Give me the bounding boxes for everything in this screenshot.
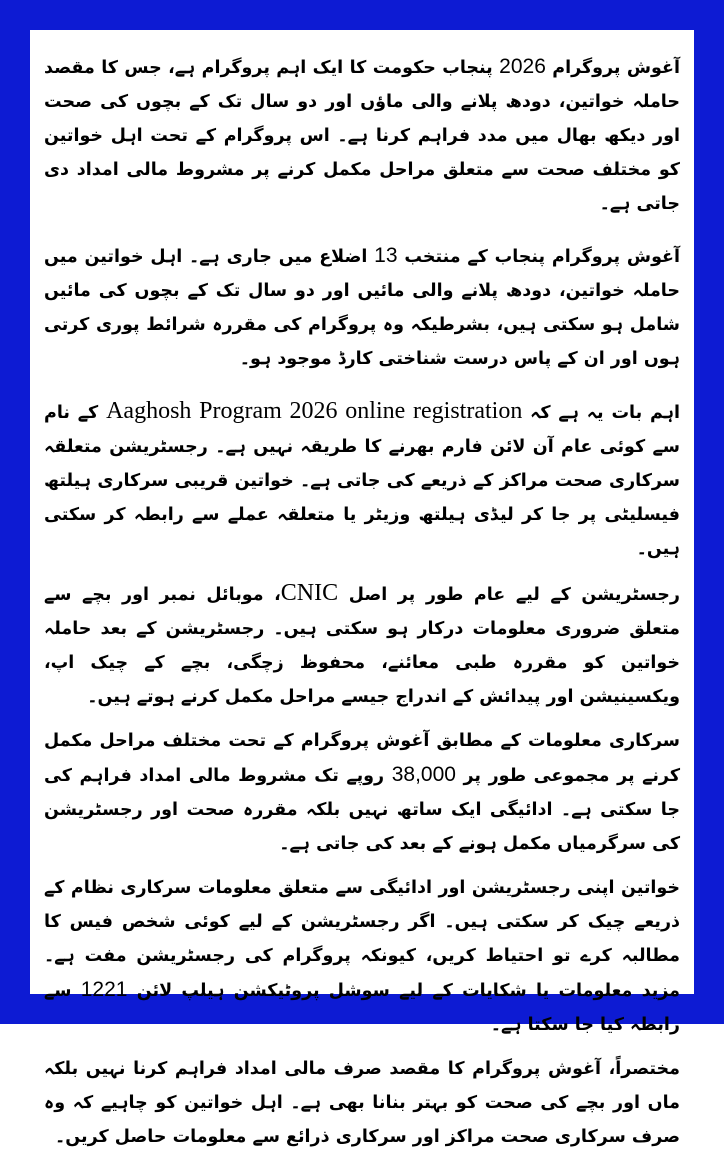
- paragraph-registration: [44, 394, 680, 566]
- helpline-number: 1221: [80, 978, 128, 1001]
- paragraph-eligibility: [44, 239, 680, 376]
- cnic-term: CNIC: [280, 580, 339, 606]
- payment-amount: 38,000: [391, 763, 456, 786]
- helpline-text-start: خواتین اپنی رجسٹریشن اور ادائیگی سے متعلق معلومات سرکاری نظام کے ذریعے چیک کر سکتی ہیں۔ اگر رجسٹریشن کے لیے کوئی شخص فیس کا مطالبہ کرے تو احتیاط کریں، کیونکہ پروگرام کی رجسٹریشن مفت ہے۔ مزید معلومات یا شکایات کے لیے سوشل پروٹیکشن ہیلپ لائن: [44, 878, 680, 1001]
- program-year: 2026: [499, 55, 546, 78]
- payment-text-start: سرکاری معلومات کے مطابق آغوش پروگرام کے تحت مختلف مراحل مکمل کرنے پر مجموعی طور پر: [44, 731, 680, 786]
- paragraph-helpline: [44, 871, 680, 1042]
- documents-text-end: ، موبائل نمبر اور بچے سے متعلق ضروری معلومات درکار ہو سکتی ہیں۔ رجسٹریشن کے بعد حاملہ خواتین کو مقررہ طبی معائنے، محفوظ زچگی، بچے کے چیک اپ، ویکسینیشن اور پیدائش کے اندراج جیسے مراحل مکمل کرنے ہوتے ہیں۔: [44, 585, 680, 707]
- paragraph-summary: [44, 1052, 680, 1154]
- district-count: 13: [374, 244, 398, 267]
- documents-text-start: رجسٹریشن کے لیے عام طور پر اصل: [338, 585, 680, 605]
- summary-text: مختصراً، آغوش پروگرام کا مقصد صرف مالی امداد فراہم کرنا نہیں بلکہ ماں اور بچے کی صحت کو بہتر بنانا بھی ہے۔ اہل خواتین کو چاہیے کہ وہ صرف سرکاری صحت مراکز اور سرکاری ذرائع سے معلومات حاصل کریں۔: [44, 1059, 680, 1147]
- article-body: [44, 50, 680, 1164]
- intro-text-end: پنجاب حکومت کا ایک اہم پروگرام ہے، جس کا مقصد حاملہ خواتین، دودھ پلانے والی ماؤں اور دو سال تک کے بچوں کی صحت اور دیکھ بھال میں مدد فراہم کرنا ہے۔ اس پروگرام کے تحت اہل خواتین کو مختلف صحت سے متعلق مراحل مکمل کرنے پر مشروط مالی امداد دی جاتی ہے۔: [44, 58, 680, 214]
- english-phrase: Aaghosh Program 2026 online registration: [106, 398, 523, 424]
- intro-text-start: آغوش پروگرام: [545, 58, 680, 78]
- eligibility-text-end: اضلاع میں جاری ہے۔ اہل خواتین میں حاملہ خواتین، دودھ پلانے والی مائیں اور دو سال تک کے بچوں کی مائیں شامل ہو سکتی ہیں، بشرطیکہ وہ پروگرام کی مقررہ شرائط پوری کرتی ہوں اور ان کے پاس درست شناختی کارڈ موجود ہو۔: [44, 247, 680, 369]
- payment-text-end: روپے تک مشروط مالی امداد فراہم کی جا سکتی ہے۔ ادائیگی ایک ساتھ نہیں بلکہ مقررہ صحت اور رجسٹریشن کی سرگرمیاں مکمل ہونے کے بعد کی جاتی ہے۔: [44, 766, 680, 854]
- registration-text-start: اہم بات یہ ہے کہ: [522, 403, 680, 423]
- document-page: [30, 30, 694, 1147]
- helpline-text-end: سے رابطہ کیا جا سکتا ہے۔: [44, 981, 680, 1035]
- paragraph-intro: [44, 50, 680, 221]
- paragraph-documents: [44, 576, 680, 714]
- eligibility-text-start: آغوش پروگرام پنجاب کے منتخب: [397, 247, 680, 267]
- paragraph-payment: [44, 724, 680, 861]
- registration-text-end: کے نام سے کوئی عام آن لائن فارم بھرنے کا طریقہ نہیں ہے۔ رجسٹریشن متعلقہ سرکاری صحت مراکز کے ذریعے کی جاتی ہے۔ خواتین قریبی سرکاری ہیلتھ فیسلیٹی پر جا کر لیڈی ہیلتھ وزیٹر یا متعلقہ عملے سے رابطہ کر سکتی ہیں۔: [44, 403, 680, 559]
